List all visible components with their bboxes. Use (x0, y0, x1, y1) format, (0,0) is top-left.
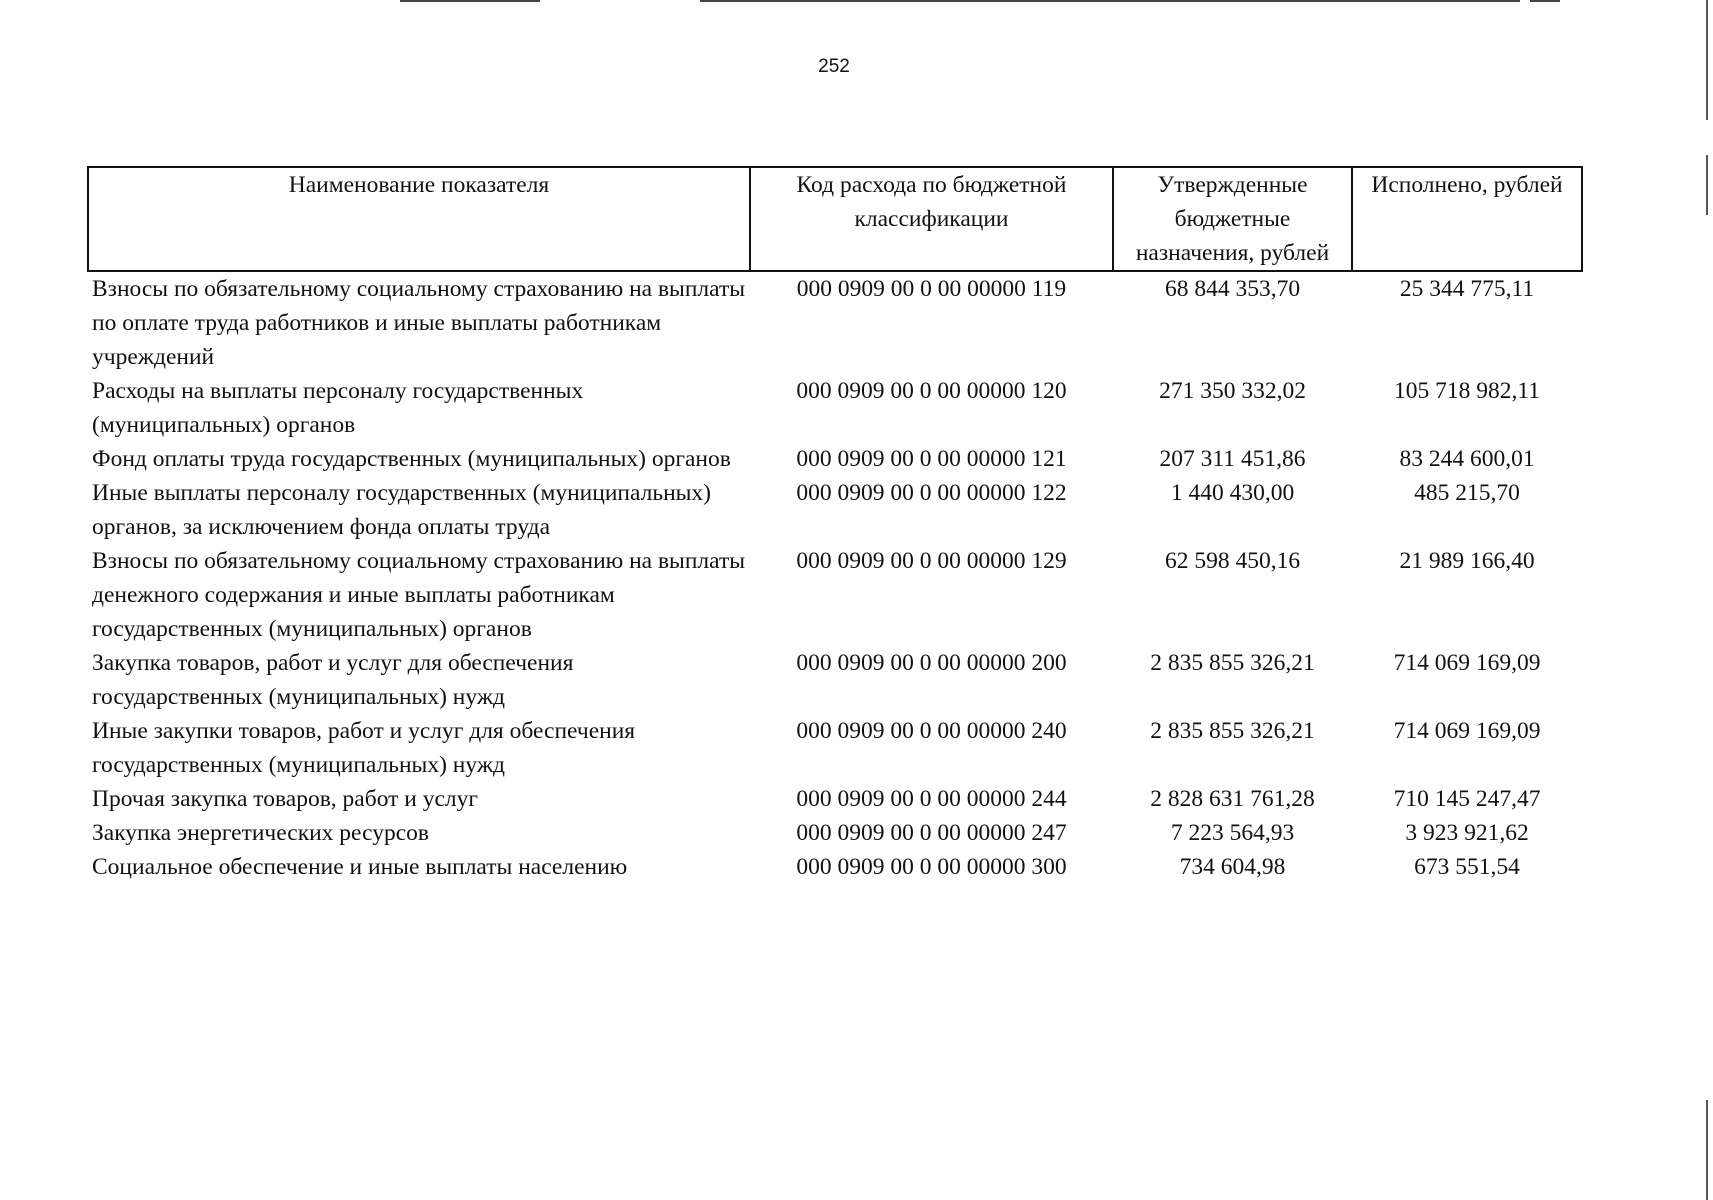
row-code: 000 0909 00 0 00 00000 300 (796, 854, 1067, 880)
right-edge-mark-top (1706, 0, 1708, 120)
row-executed: 714 069 169,09 (1393, 718, 1541, 744)
row-name: Закупка товаров, работ и услуг для обеспечения государственных (муниципальных) нужд (92, 650, 574, 710)
row-approved: 207 311 451,86 (1159, 446, 1306, 472)
row-code: 000 0909 00 0 00 00000 121 (796, 446, 1067, 472)
row-executed: 25 344 775,11 (1399, 276, 1535, 302)
right-edge-mark-middle (1706, 155, 1708, 215)
row-executed: 21 989 166,40 (1399, 548, 1535, 574)
row-code: 000 0909 00 0 00 00000 129 (796, 548, 1067, 574)
row-code: 000 0909 00 0 00 00000 240 (796, 718, 1067, 744)
row-code: 000 0909 00 0 00 00000 200 (796, 650, 1067, 676)
table-row (88, 850, 1582, 884)
header-code: Код расхода по бюджетной классификации (750, 167, 1113, 271)
row-name: Взносы по обязательному социальному страхованию на выплаты по оплате труда работников и иные выплаты работникам учреждений (92, 276, 746, 370)
row-executed: 83 244 600,01 (1399, 446, 1535, 472)
row-approved: 734 604,98 (1179, 854, 1286, 880)
row-approved: 2 835 855 326,21 (1150, 650, 1315, 676)
row-executed: 714 069 169,09 (1393, 650, 1541, 676)
table-row (88, 442, 1582, 476)
table-row (88, 476, 1582, 544)
table-row (88, 374, 1582, 442)
row-approved: 2 835 855 326,21 (1150, 718, 1315, 744)
row-code: 000 0909 00 0 00 00000 120 (796, 378, 1067, 404)
row-executed: 710 145 247,47 (1393, 786, 1541, 812)
row-name: Закупка энергетических ресурсов (92, 820, 429, 846)
row-approved: 7 223 564,93 (1170, 820, 1295, 846)
row-approved: 2 828 631 761,28 (1150, 786, 1315, 812)
table-row (88, 816, 1582, 850)
row-name: Иные выплаты персоналу государственных (муниципальных) органов, за исключением фонда оплаты труда (92, 480, 712, 540)
row-executed: 485 215,70 (1414, 480, 1520, 506)
table-row (88, 271, 1582, 374)
budget-execution-table (87, 166, 1583, 884)
top-rule-center (700, 0, 1520, 2)
row-name: Фонд оплаты труда государственных (муниципальных) органов (92, 446, 731, 472)
right-edge-mark-bottom (1706, 1100, 1708, 1200)
row-approved: 62 598 450,16 (1164, 548, 1301, 574)
row-name: Прочая закупка товаров, работ и услуг (92, 786, 479, 812)
header-name: Наименование показателя (88, 167, 750, 271)
row-code: 000 0909 00 0 00 00000 247 (796, 820, 1067, 846)
top-rule-left (400, 0, 540, 2)
row-executed: 673 551,54 (1414, 854, 1520, 880)
table-row (88, 714, 1582, 782)
row-name: Социальное обеспечение и иные выплаты населению (92, 854, 628, 880)
row-executed: 105 718 982,11 (1393, 378, 1540, 404)
table-row (88, 646, 1582, 714)
row-code: 000 0909 00 0 00 00000 119 (796, 276, 1067, 302)
table-row (88, 544, 1582, 646)
header-executed: Исполнено, рублей (1352, 167, 1582, 271)
row-approved: 68 844 353,70 (1164, 276, 1301, 302)
row-name: Иные закупки товаров, работ и услуг для обеспечения государственных (муниципальных) нужд (92, 718, 636, 778)
header-approved: Утвержденные бюджетные назначения, рублей (1113, 167, 1352, 271)
table-header-row (88, 167, 1582, 271)
top-rule-right (1530, 0, 1560, 2)
row-name: Взносы по обязательному социальному страхованию на выплаты денежного содержания и иные выплаты работникам государственных (муниципальных) органов (92, 548, 746, 642)
row-approved: 1 440 430,00 (1170, 480, 1295, 506)
row-code: 000 0909 00 0 00 00000 244 (796, 786, 1067, 812)
row-code: 000 0909 00 0 00 00000 122 (796, 480, 1067, 506)
row-approved: 271 350 332,02 (1159, 378, 1306, 404)
table-row (88, 782, 1582, 816)
row-executed: 3 923 921,62 (1405, 820, 1529, 846)
row-name: Расходы на выплаты персоналу государственных (муниципальных) органов (92, 378, 584, 438)
page-number: 252 (818, 56, 850, 77)
